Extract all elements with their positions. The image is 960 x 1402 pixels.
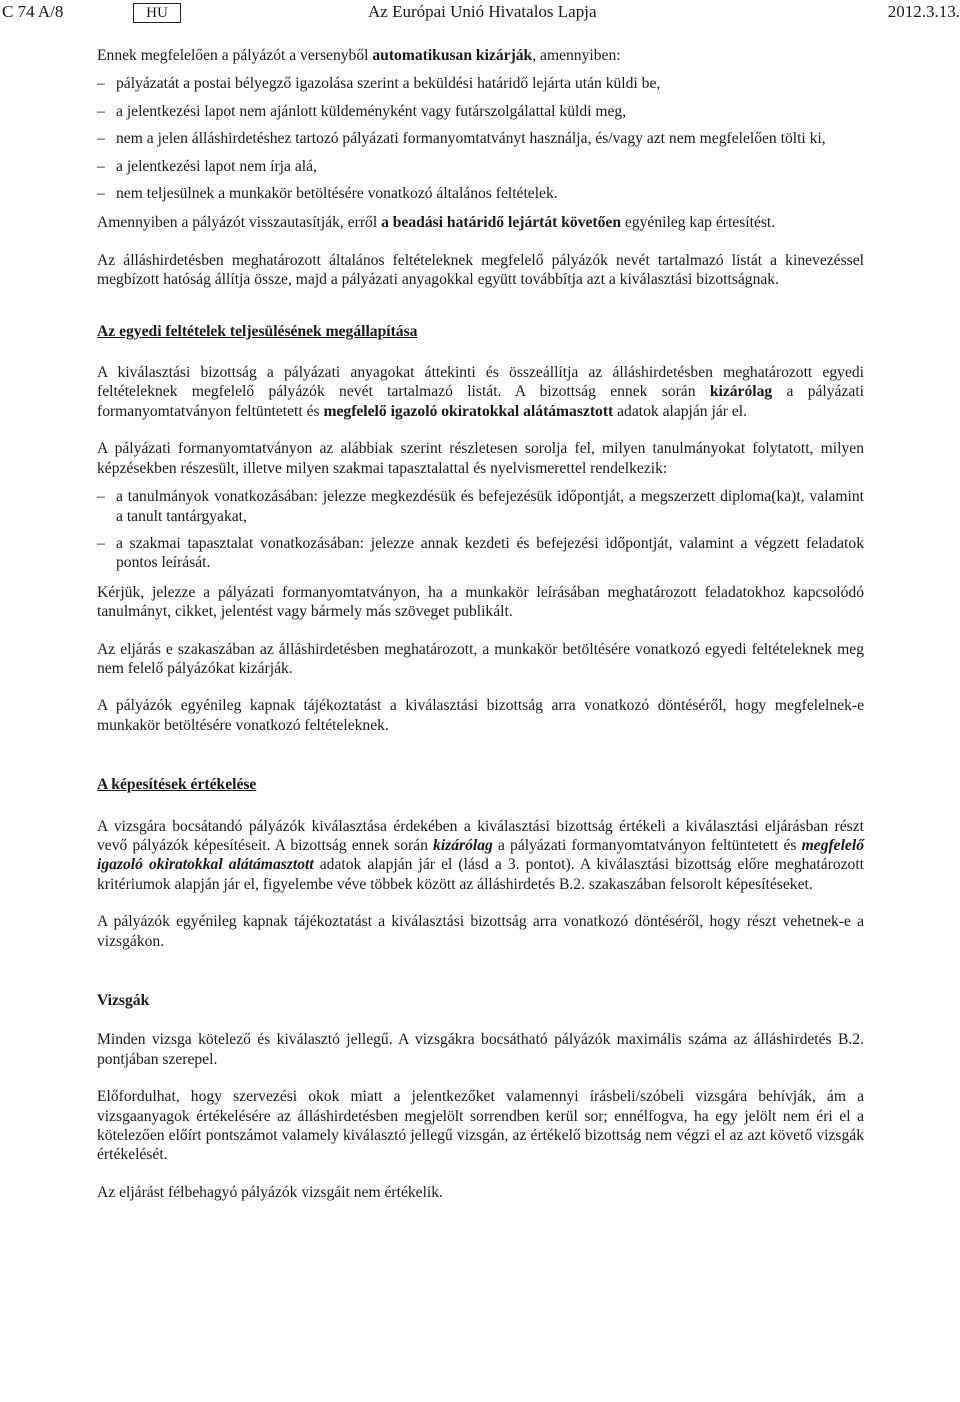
requirements-list [97, 487, 864, 573]
publication-date: 2012.3.13. [887, 2, 960, 21]
paragraph: Előfordulhat, hogy szervezési okok miatt a jelentkezőket valamennyi írásbeli/szóbeli vizsgára behívják, ám a vizsgaanyagok értékelésére az álláshirdetésben megjelölt sorrendben kerül sor; ennélfogva, ha egy jelölt nem éri el a kötelezően előírt pontszámot valamely kiválasztó jellegű vizsgán, az értékelő bizottság nem végzi el az azt követő vizsgák értékelését. [97, 1088, 864, 1164]
list-item: – a szakmai tapasztalat vonatkozásában: jelezze annak kezdeti és befejezési időpontját, valamint a végzett feladatok pontos leírását. [97, 534, 864, 572]
rejection-notice: Amennyiben a pályázót visszautasítják, erről a beadási határidő lejártát követően egyénileg kap értesítést. [97, 214, 776, 232]
paragraph: A pályázók egyénileg kapnak tájékoztatást a kiválasztási bizottság arra vonatkozó döntéséről, hogy megfelelnek-e munkakör betöltésére vonatkozó feltételeknek. [97, 697, 864, 734]
list-item: – nem a jelen álláshirdetéshez tartozó pályázati formanyomtatványt használja, és/vagy azt nem megfelelően tölti ki, [97, 130, 826, 148]
exclusion-list [97, 74, 864, 203]
paragraph: Minden vizsga kötelező és kiválasztó jellegű. A vizsgákra bocsátható pályázók maximális száma az álláshirdetés B.2. pontjában szerepel. [97, 1031, 864, 1068]
paragraph: A kiválasztási bizottság a pályázati anyagokat áttekinti és összeállítja az álláshirdetésben meghatározott egyedi feltételeknek megfelelő pályázók nevét tartalmazó listát. A bizottság ennek során kizárólag a pályázati formanyomtatványon feltüntetett és megfelelő igazoló okiratokkal alátámasztott adatok alapján jár el. [97, 364, 864, 420]
eligible-list-paragraph: Az álláshirdetésben meghatározott általános feltételeknek megfelelő pályázók nevét tartalmazó listát a kinevezéssel megbízott hatóság állítja össze, majd a pályázati anyagokkal együtt továbbítja azt a kiválasztási bizottságnak. [97, 251, 864, 289]
document-body [97, 46, 864, 1220]
paragraph: Kérjük, jelezze a pályázati formanyomtatványon, ha a munkakör leírásában meghatározott feladatokhoz kapcsolódó tanulmányt, cikket, jelentést vagy bármely más szöveget publikált. [97, 583, 864, 621]
list-item: – a tanulmányok vonatkozásában: jelezze megkezdésük és befejezésük időpontját, a megszerzett diploma(ka)t, valamint a tanult tantárgyakat, [97, 488, 864, 525]
paragraph: A pályázók egyénileg kapnak tájékoztatást a kiválasztási bizottság arra vonatkozó döntéséről, hogy részt vehetnek-e a vizsgákon. [97, 913, 864, 950]
list-item: – a jelentkezési lapot nem írja alá, [97, 157, 317, 175]
exclusion-intro: Ennek megfelelően a pályázót a versenyből automatikusan kizárják, amennyiben: [97, 47, 621, 64]
journal-title: Az Európai Unió Hivatalos Lapja [368, 2, 597, 21]
section-heading-qualifications: A képesítések értékelése [97, 776, 257, 794]
page-header [0, 2, 960, 24]
list-item: – pályázatát a postai bélyegző igazolása szerint a beküldési határidő lejárta után küldi be, [97, 75, 661, 93]
section-heading-specific-conditions: Az egyedi feltételek teljesülésének megállapítása [97, 322, 418, 340]
section-heading-exams: Vizsgák [97, 992, 150, 1009]
list-item: – nem teljesülnek a munkakör betöltésére vonatkozó általános feltételek. [97, 185, 558, 203]
paragraph: Az eljárást félbehagyó pályázók vizsgáit nem értékelik. [97, 1183, 443, 1201]
list-item: – a jelentkezési lapot nem ajánlott küldeményként vagy futárszolgálattal küldi meg, [97, 102, 627, 120]
oj-reference: C 74 A/8 [2, 2, 64, 21]
paragraph: A pályázati formanyomtatványon az alábbiak szerint részletesen sorolja fel, milyen tanulmányokat folytatott, milyen képzésekben részesült, illetve milyen szakmai tapasztalattal és nyelvismerettel rendelkezik: [97, 440, 864, 477]
paragraph: A vizsgára bocsátandó pályázók kiválasztása érdekében a kiválasztási bizottság értékeli a kiválasztási eljárásban részt vevő pályázók képesítéseit. A bizottság ennek során kizárólag a pályázati formanyomtatványon feltüntetett és megfelelő igazoló okiratokkal alátámasztott adatok alapján jár el (lásd a 3. pontot). A kiválasztási bizottság előre meghatározott kritériumok alapján jár el, figyelembe véve többek között az álláshirdetés B.2. szakaszában felsorolt képesítéseket. [97, 817, 864, 893]
paragraph: Az eljárás e szakaszában az álláshirdetésben meghatározott, a munkakör betöltésére vonatkozó egyedi feltételeknek meg nem felelő pályázókat kizárják. [97, 640, 864, 677]
language-code-box: HU [133, 3, 181, 23]
